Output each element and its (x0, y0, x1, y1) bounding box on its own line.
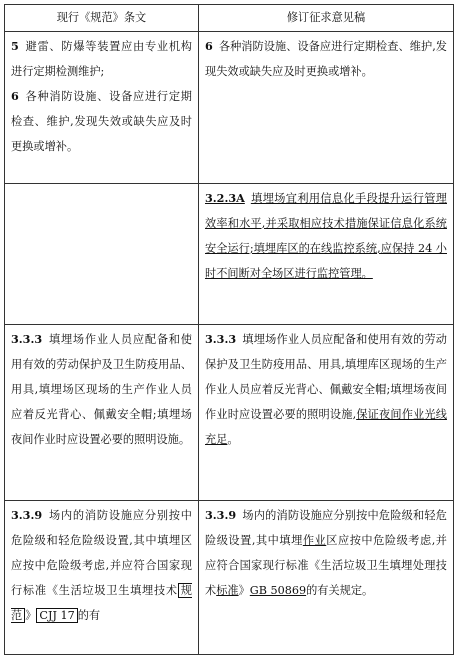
cell-left (5, 325, 199, 501)
clause-text: 各种消防设施、设备应进行定期检查、维护,发现失效或缺失应及时更换或增补。 (205, 40, 447, 78)
clause-text: 避雷、防爆等装置应由专业机构进行定期检测维护; (11, 40, 192, 78)
clause-number: 3.3.9 (205, 508, 237, 522)
clause-text-end: 。 (227, 433, 239, 446)
clause-text: 填埋场作业人员应配备和使用有效的劳动保护及卫生防疫用品、用具,填埋库区现场的生产作业人员应着反光背心、佩戴安全帽;填埋场夜间作业时应设置必要的照明设施, (205, 333, 447, 421)
clause-text: 场内的消防设施应分别按中危险级和轻危险级设置,其中填埋 (205, 509, 447, 547)
marked-text: 规范 (11, 584, 192, 622)
table-row (5, 325, 454, 501)
clause-text: 场内的消防设施应分别按中危险级和轻危险级设置,其中填埋区应按中危险级考虑,并应符合国家现行标准《生活垃圾卫生填埋技术 (11, 509, 192, 597)
clause-number: 3.3.3 (11, 332, 43, 346)
inserted-code: GB 50869 (249, 584, 307, 597)
clause-number: 6 (205, 39, 213, 53)
clause-item (205, 34, 447, 84)
table-row (5, 184, 454, 325)
header-current-spec: 现行《规范》条文 (5, 5, 199, 32)
clause-text: 》 (238, 584, 250, 597)
clause-item (11, 34, 192, 84)
header-row (5, 5, 454, 32)
cell-right (199, 32, 454, 184)
clause-text: 填埋场宜利用信息化手段提升运行管理效率和水平,并采取相应技术措施保证信息化系统安全运行;填埋库区的在线监控系统,应保持 24 小时不间断对全场区进行监控管理。 (205, 192, 447, 280)
document-table (4, 4, 454, 655)
clause-text: 区应按中危险级考虑,并应符合国家现行标准《生活垃圾卫生填埋处理技术 (205, 534, 447, 597)
inserted-text: 作业 (302, 534, 327, 547)
marked-code: CJJ 17 (36, 608, 77, 623)
inserted-text: 保证夜间作业光线充足 (205, 408, 447, 446)
clause-text-end: 的有关规定。 (306, 584, 374, 597)
cell-left-empty (5, 184, 199, 325)
cell-right (199, 325, 454, 501)
clause-item (11, 84, 192, 159)
table-row (5, 32, 454, 184)
clause-number: 3.2.3A (205, 191, 245, 205)
header-revision-draft: 修订征求意见稿 (199, 5, 454, 32)
clause-text-end: 的有 (77, 609, 101, 622)
table-row (5, 501, 454, 655)
cell-left (5, 32, 199, 184)
clause-number: 3.3.3 (205, 332, 237, 346)
clause-number: 3.3.9 (11, 508, 43, 522)
clause-text: 各种消防设施、设备应进行定期检查、维护,发现失效或缺失应及时更换或增补。 (11, 90, 192, 153)
inserted-text: 标准 (216, 584, 239, 597)
clause-text: 填埋场作业人员应配备和使用有效的劳动保护及卫生防疫用品、用具,填埋场区现场的生产作业人员应着反光背心、佩戴安全帽;填埋场夜间作业时应设置必要的照明设施。 (11, 333, 192, 446)
clause-text-mid: 》 (25, 609, 37, 622)
cell-left (5, 501, 199, 655)
cell-right (199, 184, 454, 325)
cell-right (199, 501, 454, 655)
clause-number: 6 (11, 89, 19, 103)
clause-number: 5 (11, 39, 19, 53)
